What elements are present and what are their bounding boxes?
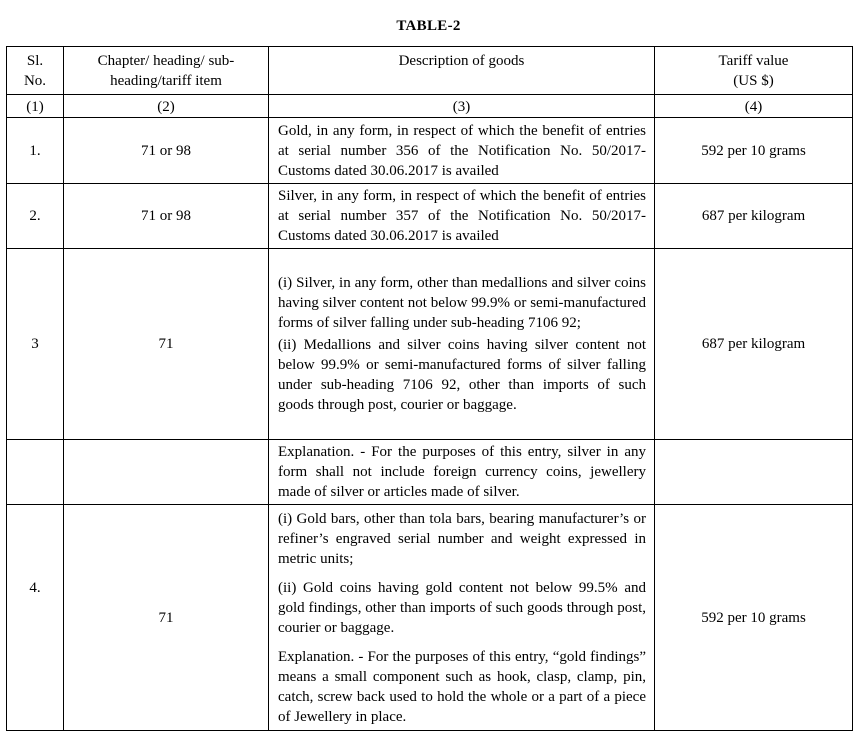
table-row (7, 505, 853, 731)
description-paragraph: Explanation. - For the purposes of this entry, silver in any form shall not include foreign currency coins, jewellery made of silver or articles made of silver. (278, 444, 646, 500)
row-chapter: 71 (64, 249, 269, 440)
description-paragraph: (i) Silver, in any form, other than medallions and silver coins having silver content not below 99.9% or semi-manufactured forms of silver falling under sub-heading 7106 92; (278, 275, 646, 331)
row-chapter: 71 (64, 505, 269, 731)
header-row (7, 47, 853, 95)
table-row (7, 118, 853, 184)
row-description (269, 440, 655, 505)
column-number: (3) (269, 95, 655, 118)
header-tariff-line2: (US $) (733, 73, 774, 89)
header-sl-no-line1: Sl. (26, 53, 44, 69)
row-tariff (655, 440, 853, 505)
row-chapter: 71 or 98 (64, 184, 269, 249)
table-row (7, 249, 853, 440)
table-row (7, 184, 853, 249)
row-tariff: 687 per kilogram (655, 249, 853, 440)
row-description (269, 505, 655, 731)
column-number: (2) (64, 95, 269, 118)
header-description: Description of goods (269, 47, 655, 95)
description-paragraph: (ii) Gold coins having gold content not below 99.5% and gold findings, other than imports of such goods through post, courier or baggage. (278, 579, 646, 636)
table-row (7, 440, 853, 505)
row-description (269, 249, 655, 440)
header-chapter (64, 47, 269, 95)
header-tariff (655, 47, 853, 95)
row-sl-no: 1. (7, 118, 64, 184)
row-sl-no: 2. (7, 184, 64, 249)
row-chapter: 71 or 98 (64, 118, 269, 184)
header-chapter-line2: heading/tariff item (110, 73, 222, 89)
description-paragraph: (i) Gold bars, other than tola bars, bearing manufacturer’s or refiner’s engraved serial number and weight expressed in metric units; (278, 510, 646, 567)
row-description (269, 184, 655, 249)
description-paragraph: (ii) Medallions and silver coins having silver content not below 99.9% or semi-manufactured forms of silver falling under sub-heading 7106 92, other than imports of such goods through post, courier or baggage. (278, 337, 646, 413)
row-sl-no (7, 440, 64, 505)
row-tariff: 592 per 10 grams (655, 118, 853, 184)
description-paragraph: Silver, in any form, in respect of which the benefit of entries at serial number 357 of the Notification No. 50/2017-Customs dated 30.06.2017 is availed (278, 188, 646, 244)
tariff-table (6, 46, 853, 731)
header-chapter-line1: Chapter/ heading/ sub- (97, 53, 235, 69)
row-tariff: 687 per kilogram (655, 184, 853, 249)
row-description (269, 118, 655, 184)
description-paragraph: Gold, in any form, in respect of which the benefit of entries at serial number 356 of the Notification No. 50/2017-Customs dated 30.06.2017 is availed (278, 122, 646, 179)
table-title: TABLE-2 (396, 18, 461, 34)
column-number-row (7, 95, 853, 118)
row-chapter (64, 440, 269, 505)
header-sl-no (7, 47, 64, 95)
description-paragraph: Explanation. - For the purposes of this entry, “gold findings” means a small component such as hook, clasp, clamp, pin, catch, screw back used to hold the whole or a part of a piece of Jewellery in place. (278, 648, 646, 725)
row-sl-no: 4. (7, 505, 64, 731)
header-tariff-line1: Tariff value (718, 53, 789, 69)
column-number: (1) (7, 95, 64, 118)
row-sl-no: 3 (7, 249, 64, 440)
row-tariff: 592 per 10 grams (655, 505, 853, 731)
header-sl-no-line2: No. (23, 73, 47, 89)
column-number: (4) (655, 95, 853, 118)
